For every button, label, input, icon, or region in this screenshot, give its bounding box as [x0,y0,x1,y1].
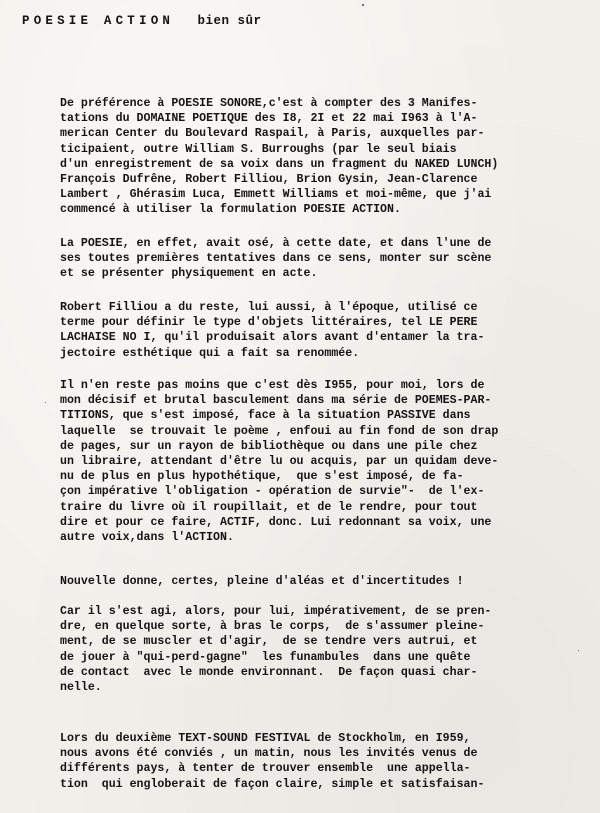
text-line: çon impérative l'obligation - opération de survie"- de l'ex- [60,485,485,499]
text-line: de contact avec le monde environnant. De façon quasi char- [60,665,478,679]
text-line: autre voix,dans l'ACTION. [60,531,234,545]
paragraph-domaine-poetique [60,96,590,218]
text-line: ses toutes premières tentatives dans ce sens, monter sur scène [60,252,492,266]
text-line: laquelle se trouvait le poème , enfoui au fin fond de son drap [60,424,499,438]
text-line: jectoire esthétique qui a fait sa renommée. [60,346,360,360]
page-heading [22,14,262,28]
paper-speck [578,650,579,651]
paragraph-text-sound-festival [60,731,590,792]
text-line: TITIONS, que s'est imposé, face à la situation PASSIVE dans [60,409,471,423]
text-line: tations du DOMAINE POETIQUE des I8, 2I et 22 mai I963 à l'A- [60,112,478,126]
text-line: de pages, sur un rayon de bibliothèque ou dans une pile chez [60,439,478,453]
text-line: LACHAISE NO I, qu'il produisait alors avant d'entamer la tra- [60,331,485,345]
text-line: Il n'en reste pas moins que c'est dès I955, pour moi, lors de [60,379,485,392]
text-line: dre, en quelque sorte, à bras le corps, de s'assumer pleine- [60,620,485,634]
text-line: traire du livre où il roupillait, et de le rendre, pour tout [60,500,478,514]
text-line: ment, de se muscler et d'agir, de se tendre vers autrui, et [60,635,478,649]
text-line: nu de plus en plus hypothétique, que s'est imposé, de fa- [60,470,464,484]
text-line: tion qui engloberait de façon claire, simple et satisfaisan- [60,777,485,791]
text-line: différents pays, à tenter de trouver ensemble une appella- [60,762,471,776]
text-line: dire et pour ce faire, ACTIF, donc. Lui redonnant sa voix, une [60,515,492,529]
text-line: La POESIE, en effet, avait osé, à cette date, et dans l'une de [60,237,492,250]
heading-title: POESIE ACTION [22,14,175,28]
text-line: d'un enregistrement de sa voix dans un fragment du NAKED LUNCH) [60,157,499,171]
text-line: nous avons été conviés , un matin, nous les invités venus de [60,747,478,761]
text-line: merican Center du Boulevard Raspail, à Paris, auxquelles par- [60,127,485,141]
text-line: Robert Filliou a du reste, lui aussi, à l'époque, utilisé ce [60,301,478,314]
text-line: terme pour définir le type d'objets littéraires, tel LE PERE [60,316,478,330]
text-line: nelle. [60,681,102,695]
paper-speck [45,402,46,403]
paragraph-la-poesie [60,236,590,282]
paragraph-poemes-partitions [60,378,590,545]
text-line: de jouer à "qui-perd-gagne" les funambules dans une quête [60,650,471,664]
paper-speck [362,4,364,6]
text-line: un libraire, attendant d'être lu ou acquis, par un quidam deve- [60,455,499,469]
paragraph-robert-filliou [60,300,590,361]
text-line: Nouvelle donne, certes, pleine d'aléas et d'incertitudes ! [60,575,464,588]
paragraph-nouvelle-donne [60,574,590,589]
text-line: Lambert , Ghérasim Luca, Emmett Williams et moi-même, que j'ai [60,188,492,202]
text-line: François Dufrêne, Robert Filliou, Brion Gysin, Jean-Clarence [60,173,478,187]
text-line: et se présenter physiquement en acte. [60,267,318,281]
text-line: De préférence à POESIE SONORE,c'est à compter des 3 Manifes- [60,97,478,110]
text-line: Lors du deuxième TEXT-SOUND FESTIVAL de Stockholm, en I959, [60,732,471,745]
text-line: ticipaient, outre William S. Burroughs (par le seul biais [60,142,457,156]
heading-subtitle: bien sûr [197,14,262,28]
paragraph-car-il-s-est-agi [60,604,590,695]
text-line: commencé à utiliser la formulation POESIE ACTION. [60,203,401,217]
text-line: Car il s'est agi, alors, pour lui, impérativement, de se pren- [60,605,492,618]
text-line: mon décisif et brutal basculement dans ma série de POEMES-PAR- [60,394,492,408]
